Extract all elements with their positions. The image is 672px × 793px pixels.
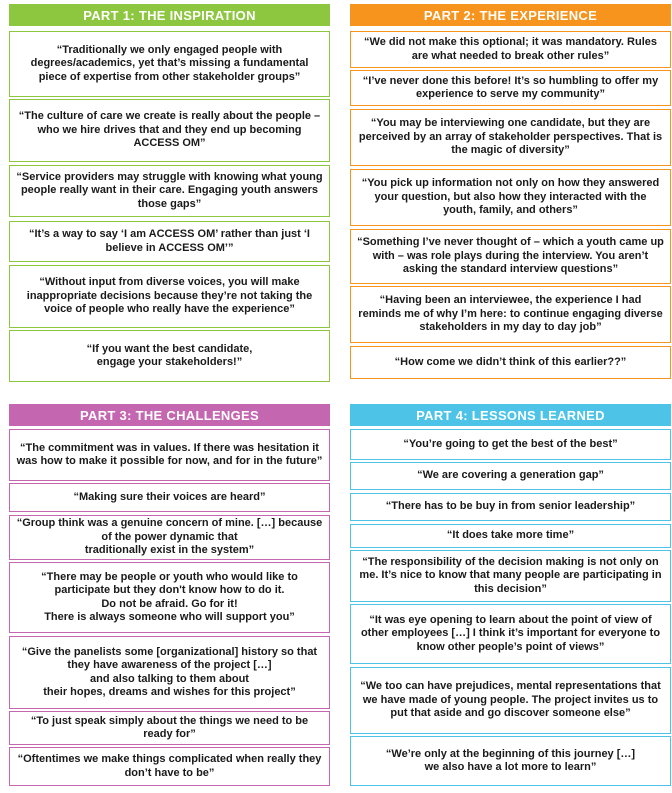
quote-text: “It’s a way to say ‘I am ACCESS OM’ rather than just ‘I believe in ACCESS OM’”	[29, 228, 310, 254]
quote-card	[9, 636, 330, 709]
part-1-column	[9, 4, 330, 382]
quote-card	[350, 169, 671, 226]
quote-text: “How come we didn’t think of this earlier??”	[394, 355, 627, 368]
quote-card	[9, 330, 330, 382]
quote-text: “You’re going to get the best of the best”	[403, 437, 618, 450]
quote-card	[350, 550, 671, 602]
quote-card	[9, 99, 330, 162]
quote-card	[350, 429, 671, 460]
quote-text: “Making sure their voices are heard”	[73, 490, 266, 503]
quote-text: “You pick up information not only on how they answered your question, but also how they interacted with the youth, family, and others”	[361, 177, 660, 217]
part-2-header: PART 2: THE EXPERIENCE	[350, 4, 671, 26]
quote-text: “Oftentimes we make things complicated when really they don’t have to be”	[17, 753, 322, 779]
quote-card	[350, 346, 671, 379]
quote-card	[350, 462, 671, 490]
quote-card	[9, 747, 330, 786]
quote-card	[9, 515, 330, 560]
quote-text: “It was eye opening to learn about the point of view of other employees […] I think it’s important for everyone to know other people’s point of views”	[360, 613, 661, 653]
quote-card	[350, 604, 671, 664]
quote-card	[350, 109, 671, 166]
quote-text: “The responsibility of the decision making is not only on me. It’s nice to know that many people are participating in this decision”	[359, 555, 662, 595]
quote-text: “It does take more time”	[446, 529, 575, 542]
quote-card	[9, 31, 330, 97]
quote-card	[9, 429, 330, 481]
quote-card	[350, 524, 671, 548]
quote-card	[9, 265, 330, 328]
quote-text: “We’re only at the beginning of this journey […] we also have a lot more to learn”	[385, 747, 636, 773]
part-3-column	[9, 404, 330, 786]
quote-text: “There may be people or youth who would like to participate but they don't know how to do it. Do not be afraid. Go for it! There is always someone who will support you”	[41, 570, 298, 623]
quote-text: “I’ve never done this before! It’s so humbling to offer my experience to serve my community”	[362, 74, 659, 100]
quote-text: “Group think was a genuine concern of mine. […] because of the power dynamic that traditionally exist in the system”	[16, 517, 323, 557]
part-1-header: PART 1: THE INSPIRATION	[9, 4, 330, 26]
quote-card	[9, 562, 330, 633]
part-3-header: PART 3: THE CHALLENGES	[9, 404, 330, 426]
quote-card	[350, 493, 671, 521]
quote-card	[350, 229, 671, 284]
quote-card	[350, 286, 671, 343]
part-4-column	[350, 404, 671, 786]
quote-card	[350, 667, 671, 734]
quote-text: “Traditionally we only engaged people with degrees/academics, yet that’s missing a fundamental piece of expertise from other stakeholder groups”	[30, 43, 309, 83]
quote-text: “We are covering a generation gap”	[417, 469, 604, 482]
quote-card	[350, 31, 671, 68]
quote-text: “We too can have prejudices, mental representations that we have made of young people. The project invites us to put that aside and go discover someone else”	[360, 680, 661, 720]
quote-card	[9, 711, 330, 745]
quote-text: “Having been an interviewee, the experience I had reminds me of why I’m here: to continue engaging diverse stakeholders in my day to day job”	[358, 294, 663, 334]
quote-text: “You may be interviewing one candidate, but they are perceived by an array of stakeholder perspectives. That is the magic of diversity”	[358, 117, 663, 157]
part-4-header: PART 4: LESSONS LEARNED	[350, 404, 671, 426]
quote-text: “The commitment was in values. If there was hesitation it was how to make it possible for now, and for in the future”	[16, 441, 323, 467]
quote-text: “The culture of care we create is really about the people – who we hire drives that and they end up becoming ACCESS OM”	[18, 110, 321, 150]
part-2-column	[350, 4, 671, 379]
quote-text: “Without input from diverse voices, you will make inappropriate decisions because they’re not taking the voice of people who really have the experience”	[26, 276, 313, 316]
quote-card	[350, 736, 671, 786]
quote-card	[9, 483, 330, 512]
quote-text: “If you want the best candidate, engage your stakeholders!”	[86, 342, 253, 368]
quote-text: “Something I’ve never thought of – which a youth came up with – was role plays during the interview. You aren’t asking the standard interview questions”	[357, 236, 664, 276]
quote-card	[9, 165, 330, 217]
quote-text: “There has to be buy in from senior leadership”	[385, 500, 636, 513]
quote-text: “To just speak simply about the things we need to be ready for”	[30, 714, 309, 740]
quote-text: “We did not make this optional; it was mandatory. Rules are what needed to break other rules”	[364, 36, 657, 62]
quote-card	[350, 70, 671, 106]
quote-card	[9, 221, 330, 262]
quote-text: “Service providers may struggle with knowing what young people really want in their care. Engaging youth answers those gaps”	[16, 170, 323, 210]
quote-text: “Give the panelists some [organizational] history so that they have awareness of the project […] and also talking to them about their hopes, dreams and wishes for this project”	[21, 645, 318, 698]
